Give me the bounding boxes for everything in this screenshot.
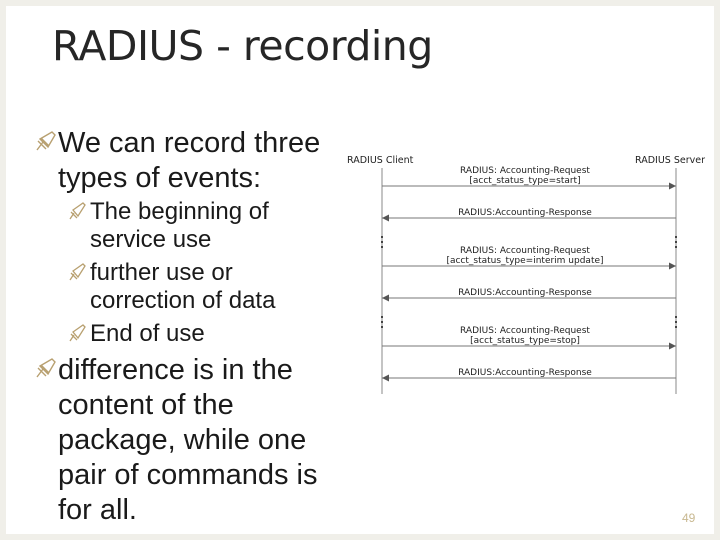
message-label: RADIUS: Accounting-Request (460, 166, 590, 176)
bullet-item (34, 126, 344, 196)
sub-bullet-text: The beginning of service use (90, 198, 269, 253)
message-parameter: [acct_status_type=stop] (470, 336, 580, 346)
sub-bullet-item (34, 320, 344, 348)
bullet-text: We can record three types of events: (58, 127, 321, 194)
bullet-list (34, 126, 344, 530)
lifeline-gap-marker (381, 246, 383, 248)
bullet-item (34, 353, 344, 528)
lifeline-gap-marker (675, 236, 677, 238)
sequence-diagram (345, 150, 707, 398)
slide-frame-bottom (0, 534, 720, 540)
server-label: RADIUS Server (635, 155, 705, 166)
lifeline-gap-marker (381, 321, 383, 323)
lifeline-gap-marker (381, 316, 383, 318)
sub-bullet-text: further use or correction of data (90, 259, 276, 314)
lifeline-gap-marker (675, 246, 677, 248)
lifeline-gap-marker (675, 326, 677, 328)
message-label: RADIUS:Accounting-Response (458, 288, 592, 298)
page-number: 49 (682, 511, 696, 525)
slide-frame-top (0, 0, 720, 6)
message-parameter: [acct_status_type=start] (469, 176, 581, 186)
lifeline-gap-marker (381, 236, 383, 238)
lifeline-gap-marker (381, 241, 383, 243)
bullet-text: difference is in the content of the package, while one pair of commands is for all. (58, 354, 318, 526)
message-label: RADIUS:Accounting-Response (458, 368, 592, 378)
slide-frame-right (714, 0, 720, 540)
bullet-pen-icon (34, 129, 58, 153)
message-label: RADIUS: Accounting-Request (460, 246, 590, 256)
sub-bullet-pen-icon (68, 323, 86, 343)
lifeline-gap-marker (675, 321, 677, 323)
slide-title: RADIUS - recording (52, 22, 433, 70)
lifeline-gap-marker (381, 326, 383, 328)
bullet-pen-icon (34, 356, 58, 380)
message-label: RADIUS: Accounting-Request (460, 326, 590, 336)
sub-bullet-item (34, 198, 344, 254)
client-label: RADIUS Client (347, 155, 414, 166)
sub-bullet-item (34, 259, 344, 315)
slide-frame-left (0, 0, 6, 540)
sub-bullet-pen-icon (68, 262, 86, 282)
message-label: RADIUS:Accounting-Response (458, 208, 592, 218)
message-parameter: [acct_status_type=interim update] (446, 256, 604, 266)
sub-bullet-pen-icon (68, 201, 86, 221)
lifeline-gap-marker (675, 241, 677, 243)
sub-bullet-text: End of use (90, 320, 205, 347)
lifeline-gap-marker (675, 316, 677, 318)
